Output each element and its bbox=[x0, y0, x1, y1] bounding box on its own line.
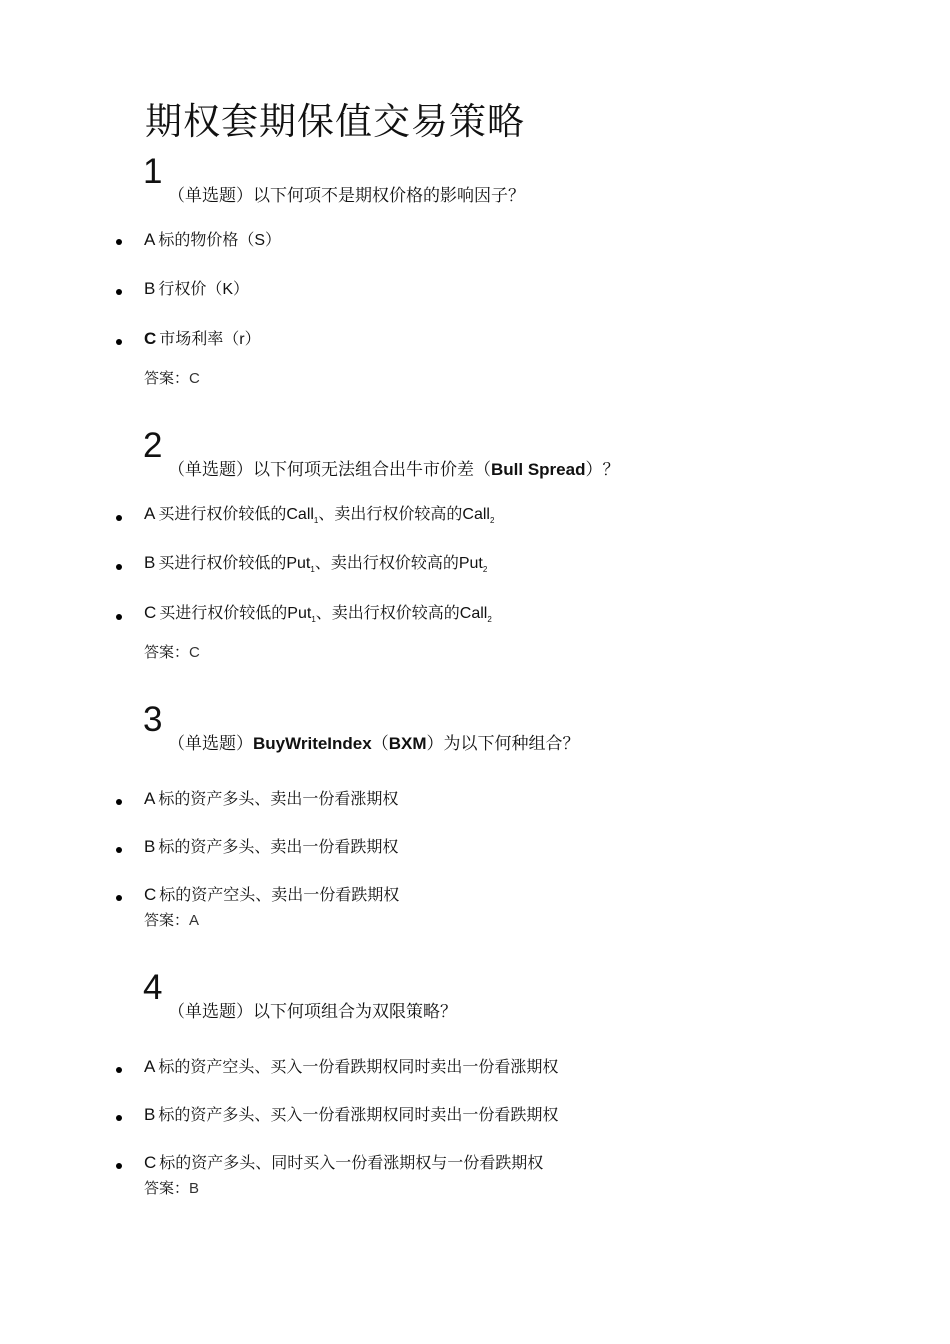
option-letter: C bbox=[144, 885, 157, 904]
question-type: （单选题） bbox=[168, 460, 253, 480]
answer-label: 答案： bbox=[144, 1179, 190, 1197]
answer-value: A bbox=[189, 912, 200, 929]
question-text: （单选题）以下何项组合为双限策略？ bbox=[168, 1002, 457, 1022]
option-letter: B bbox=[144, 837, 156, 856]
bullet-icon bbox=[116, 1067, 122, 1073]
answer-value: C bbox=[189, 644, 200, 661]
bullet-icon bbox=[116, 895, 122, 901]
answer-label: 答案： bbox=[144, 911, 190, 929]
bullet-icon bbox=[116, 847, 122, 853]
option-b: B 行权价（K） bbox=[144, 279, 250, 298]
option-b: B 标的资产多头、卖出一份看跌期权 bbox=[144, 837, 399, 856]
answer-line bbox=[144, 642, 200, 663]
question-number: 1 bbox=[143, 152, 163, 191]
answer-label: 答案： bbox=[144, 643, 190, 661]
bullet-icon bbox=[116, 289, 122, 295]
answer-line bbox=[144, 368, 200, 389]
answer-line bbox=[144, 910, 199, 931]
option-letter: C bbox=[144, 603, 157, 622]
bullet-icon bbox=[116, 564, 122, 570]
option-letter: B bbox=[144, 279, 156, 298]
question-type: （单选题） bbox=[168, 1002, 253, 1022]
question-text bbox=[168, 184, 525, 208]
question-stem: 以下何项不是期权价格的影响因子？ bbox=[253, 186, 525, 206]
option-letter: A bbox=[144, 504, 156, 523]
option-a: A 标的物价格（S） bbox=[144, 230, 282, 249]
bullet-icon bbox=[116, 614, 122, 620]
question-number: 2 bbox=[143, 426, 163, 465]
option-letter: B bbox=[144, 1105, 156, 1124]
question-type: （单选题） bbox=[168, 186, 253, 206]
option-letter: A bbox=[144, 1057, 156, 1076]
answer-line bbox=[144, 1178, 199, 1199]
bullet-icon bbox=[116, 515, 122, 521]
question-text: （单选题）BuyWriteIndex（BXM）为以下何种组合？ bbox=[168, 734, 580, 754]
option-letter: C bbox=[144, 1153, 157, 1172]
option-a: A 买进行权价较低的Call$_1$、卖出行权价较高的Call$_2$ bbox=[144, 504, 495, 525]
option-c: C 标的资产空头、卖出一份看跌期权 bbox=[144, 885, 400, 904]
question-number: 4 bbox=[143, 968, 163, 1007]
bullet-icon bbox=[116, 799, 122, 805]
option-c: C 标的资产多头、同时买入一份看涨期权与一份看跌期权 bbox=[144, 1153, 544, 1172]
answer-value: C bbox=[189, 370, 200, 387]
option-a: A 标的资产多头、卖出一份看涨期权 bbox=[144, 789, 399, 808]
option-letter: A bbox=[144, 230, 156, 249]
bullet-icon bbox=[116, 1163, 122, 1169]
bullet-icon bbox=[116, 239, 122, 245]
question-number: 3 bbox=[143, 700, 163, 739]
option-letter: A bbox=[144, 789, 156, 808]
question-type: （单选题） bbox=[168, 734, 253, 754]
page-title: 期权套期保值交易策略 bbox=[145, 100, 525, 143]
option-b: B 买进行权价较低的Put$_1$、卖出行权价较高的Put$_2$ bbox=[144, 553, 488, 574]
question-text: （单选题）以下何项无法组合出牛市价差（Bull Spread）？ bbox=[168, 460, 620, 480]
option-a: A 标的资产空头、买入一份看跌期权同时卖出一份看涨期权 bbox=[144, 1057, 559, 1076]
answer-value: B bbox=[189, 1180, 200, 1197]
answer-label: 答案： bbox=[144, 369, 190, 387]
option-letter: B bbox=[144, 553, 156, 572]
option-b: B 标的资产多头、买入一份看涨期权同时卖出一份看跌期权 bbox=[144, 1105, 559, 1124]
bullet-icon bbox=[116, 1115, 122, 1121]
option-letter: C bbox=[144, 329, 157, 348]
bullet-icon bbox=[116, 339, 122, 345]
option-c: C 市场利率（r） bbox=[144, 329, 261, 348]
option-c: C 买进行权价较低的Put$_1$、卖出行权价较高的Call$_2$ bbox=[144, 603, 492, 624]
